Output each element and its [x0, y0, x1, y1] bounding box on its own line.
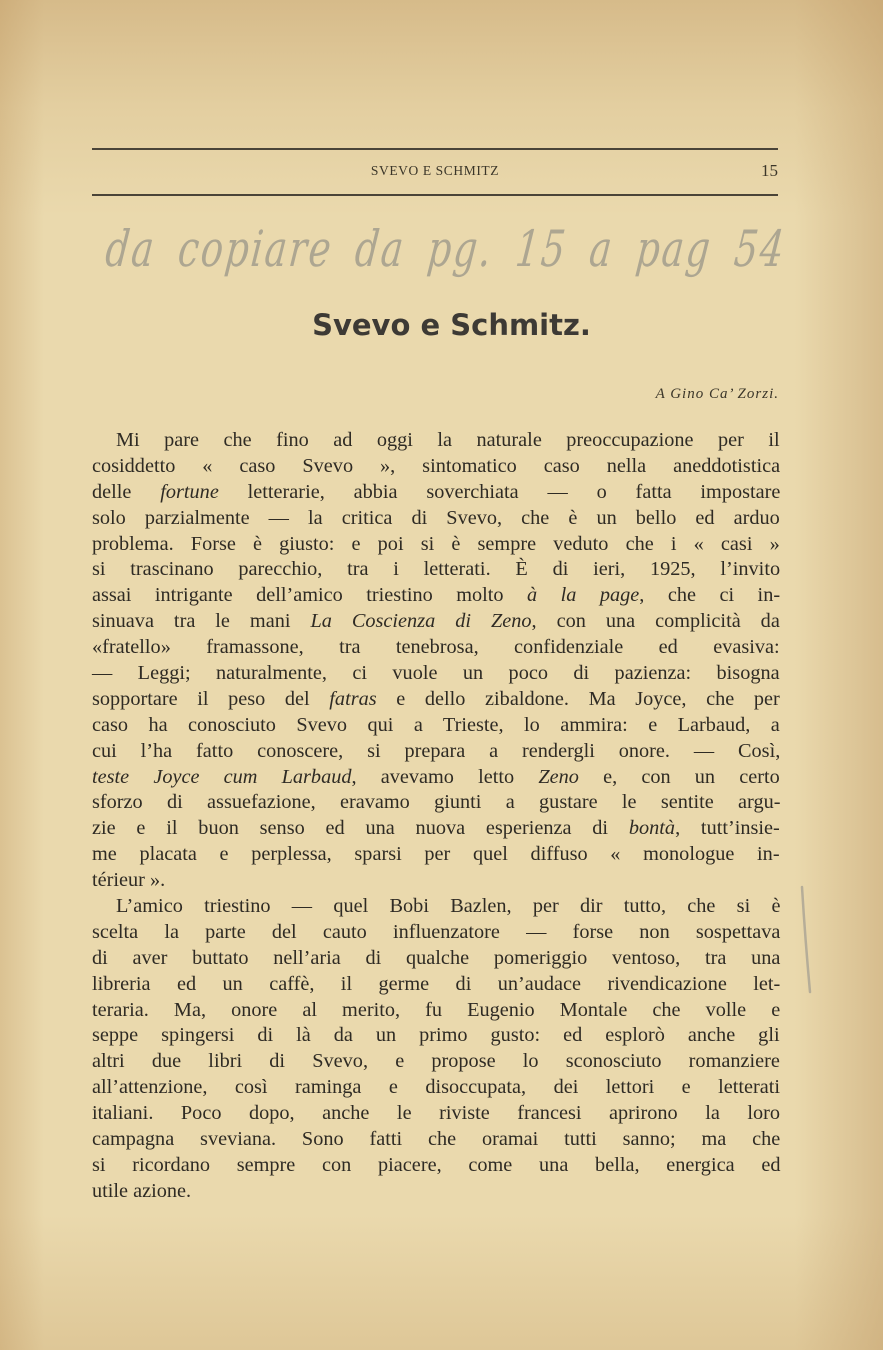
text-run: e, con un certo [578, 765, 780, 788]
text-line [92, 868, 780, 894]
text-line [92, 480, 780, 506]
text-run: e dello zibaldone. Ma Joyce, che per [376, 687, 780, 710]
header-rule-bottom [92, 194, 778, 196]
text-run: letterarie, abbia soverchiata — o fatta impostare [218, 480, 781, 503]
text-run: sinuava tra le mani [92, 610, 311, 633]
text-line [92, 661, 780, 687]
chapter-title-text: Svevo e Schmitz. [312, 308, 591, 342]
body-text [92, 428, 780, 1205]
text-run: delle [92, 480, 161, 503]
text-run: altri due libri di Svevo, e propose lo sconosciuto romanziere [92, 1050, 780, 1073]
text-run: L’amico triestino — quel Bobi Bazlen, per dir tutto, che si è [116, 895, 781, 918]
text-line [92, 920, 780, 946]
text-run: si trascinano parecchio, tra i letterati. È di ieri, 1925, l’invito [92, 558, 781, 581]
text-line [92, 1049, 780, 1075]
text-run: all’attenzione, così raminga e disoccupata, dei lettori e letterati [92, 1076, 781, 1099]
running-head [92, 163, 778, 185]
text-run: , tutt’insie- [675, 817, 780, 840]
text-run: , con una complicità da [531, 610, 780, 633]
text-line [92, 1153, 780, 1179]
text-line [92, 713, 780, 739]
handwritten-note [103, 214, 789, 304]
text-line [92, 454, 780, 480]
text-line [92, 816, 780, 842]
text-line [92, 428, 780, 454]
text-run: utile azione. [92, 1179, 192, 1202]
italic-text: fatras [329, 687, 377, 710]
italic-text: fortune [160, 480, 219, 503]
text-run: assai intrigante dell’amico triestino molto [92, 584, 528, 607]
text-line [92, 506, 780, 532]
text-run: cui l’ha fatto conoscere, si prepara a rendergli onore. — Così, [92, 739, 781, 762]
text-run: sforzo di assuefazione, eravamo giunti a gustare le sentite argu- [92, 791, 781, 814]
italic-text: teste Joyce cum Larbaud [92, 765, 352, 788]
text-line [92, 1075, 780, 1101]
text-line [92, 583, 780, 609]
text-line [92, 739, 780, 765]
italic-text: La Coscienza di Zeno [310, 610, 532, 633]
text-run: Mi pare che fino ad oggi la naturale preoccupazione per il [116, 429, 780, 451]
text-run: térieur ». [92, 869, 166, 892]
italic-text: Zeno [538, 765, 579, 788]
text-run: campagna sveviana. Sono fatti che oramai tutti sanno; ma che [92, 1128, 781, 1151]
text-line [92, 790, 780, 816]
text-run: problema. Forse è giusto: e poi si è sempre veduto che i « casi » [92, 532, 780, 555]
text-line [92, 765, 780, 791]
text-run: cosiddetto « caso Svevo », sintomatico caso nella aneddotistica [92, 454, 781, 477]
text-run: , che ci in- [639, 584, 781, 607]
text-line [92, 894, 780, 920]
text-line [92, 557, 780, 583]
text-run: libreria ed un caffè, il germe di un’audace rivendicazione let- [92, 972, 781, 995]
text-line [92, 532, 780, 558]
text-run: «fratello» framassone, tra tenebrosa, confidenziale ed evasiva: [92, 636, 780, 659]
dedication: A Gino Ca’ Zorzi. [655, 386, 779, 402]
text-run: caso ha conosciuto Svevo qui a Trieste, lo ammira: e Larbaud, a [92, 713, 780, 736]
page-number: 15 [761, 161, 778, 180]
text-run: scelta la parte del cauto influenzatore — forse non sospettava [92, 920, 781, 943]
text-run: — Leggi; naturalmente, ci vuole un poco di pazienza: bisogna [92, 662, 780, 685]
text-line [92, 635, 780, 661]
text-line [92, 972, 780, 998]
text-line [92, 609, 780, 635]
handwritten-note-text: da copiare da pg. 15 a pag 54 [103, 220, 789, 278]
text-line [92, 998, 780, 1024]
text-line [92, 1023, 780, 1049]
text-run: teraria. Ma, onore al merito, fu Eugenio Montale che volle e [92, 998, 781, 1021]
italic-text: bontà [628, 817, 676, 840]
chapter-title [0, 308, 883, 342]
text-line [92, 1127, 780, 1153]
text-run: sopportare il peso del [92, 687, 330, 710]
text-run: di aver buttato nell’aria di qualche pomeriggio ventoso, tra una [92, 946, 781, 969]
pencil-margin-mark [800, 885, 812, 995]
text-run: seppe spingersi di là da un primo gusto: ed esplorò anche gli [92, 1024, 780, 1047]
header-rule-top [92, 148, 778, 150]
text-line [92, 1101, 780, 1127]
text-line [92, 687, 780, 713]
text-run: si ricordano sempre con piacere, come una bella, energica ed [92, 1153, 781, 1176]
text-run: solo parzialmente — la critica di Svevo, che è un bello ed arduo [92, 506, 780, 529]
text-run: italiani. Poco dopo, anche le riviste francesi aprirono la loro [92, 1102, 781, 1125]
text-run: , avevamo letto [351, 765, 539, 788]
text-line [92, 946, 780, 972]
text-run: me placata e perplessa, sparsi per quel diffuso « monologue in- [92, 843, 780, 866]
text-run: zie e il buon senso ed una nuova esperienza di [92, 817, 629, 840]
text-line [92, 1179, 780, 1205]
text-line [92, 842, 780, 868]
italic-text: à la page [527, 584, 640, 607]
running-title: SVEVO E SCHMITZ [370, 163, 500, 178]
